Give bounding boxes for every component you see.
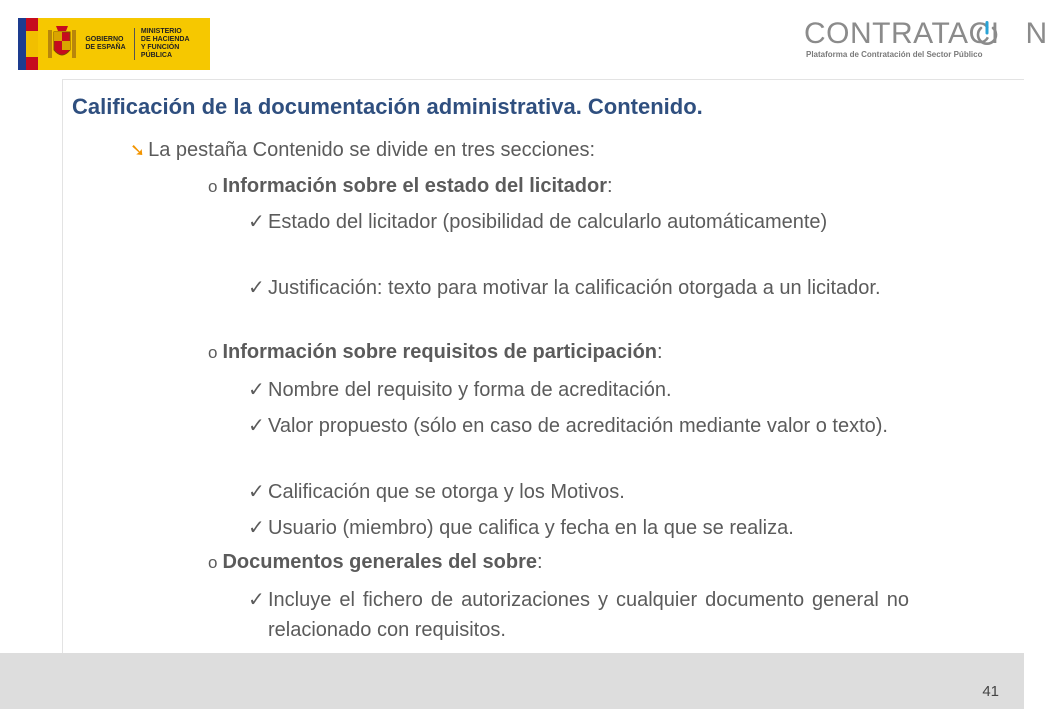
left-divider bbox=[62, 80, 63, 653]
page-number: 41 bbox=[982, 683, 999, 700]
checkmark-icon: ✓ bbox=[248, 517, 265, 539]
intro-line bbox=[130, 139, 595, 162]
checkmark-icon: ✓ bbox=[248, 379, 265, 401]
platform-subtitle: Plataforma de Contratación del Sector Público bbox=[806, 50, 983, 59]
intro-text: La pestaña Contenido se divide en tres secciones: bbox=[148, 139, 596, 161]
list-item: ✓ Incluye el fichero de autorizaciones y cualquier documento general no relacionado con requisitos. bbox=[248, 585, 909, 645]
platform-name: CONTRATACI N bbox=[804, 17, 1048, 50]
coat-of-arms-icon bbox=[45, 24, 79, 64]
power-icon bbox=[974, 21, 1000, 47]
circle-bullet-icon: o bbox=[208, 343, 218, 362]
section-heading: o Información sobre requisitos de participación: bbox=[208, 341, 663, 363]
checkmark-icon: ✓ bbox=[248, 211, 265, 233]
section-heading: o Información sobre el estado del licitador: bbox=[208, 175, 613, 197]
checkmark-icon: ✓ bbox=[248, 481, 265, 503]
section-heading: o Documentos generales del sobre: bbox=[208, 551, 543, 573]
circle-bullet-icon: o bbox=[208, 553, 218, 572]
checkmark-icon: ✓ bbox=[248, 277, 265, 299]
government-name: GOBIERNO DE ESPAÑA bbox=[85, 36, 126, 51]
list-item: ✓ Calificación que se otorga y los Motivos. bbox=[248, 477, 909, 507]
eu-spain-flag-icon bbox=[18, 18, 37, 70]
circle-bullet-icon: o bbox=[208, 177, 218, 196]
header bbox=[0, 0, 1048, 80]
slide-title: Calificación de la documentación administrativa. Contenido. bbox=[72, 94, 703, 119]
ministry-name: MINISTERIO DE HACIENDA Y FUNCIÓN PÚBLICA bbox=[134, 28, 210, 60]
header-divider bbox=[62, 79, 1024, 80]
platform-logo bbox=[804, 17, 1048, 62]
list-item: ✓ Justificación: texto para motivar la calificación otorgada a un licitador. bbox=[248, 273, 909, 303]
footer bbox=[0, 653, 1024, 709]
list-item: ✓ Valor propuesto (sólo en caso de acreditación mediante valor o texto). bbox=[248, 411, 909, 441]
checkmark-icon: ✓ bbox=[248, 589, 265, 611]
list-item: ✓ Usuario (miembro) que califica y fecha en la que se realiza. bbox=[248, 513, 909, 543]
list-item: ✓ Estado del licitador (posibilidad de calcularlo automáticamente) bbox=[248, 207, 909, 237]
list-item: ✓ Nombre del requisito y forma de acreditación. bbox=[248, 375, 909, 405]
arrow-bullet-icon: ➘ bbox=[130, 140, 146, 160]
checkmark-icon: ✓ bbox=[248, 415, 265, 437]
government-logo bbox=[18, 18, 210, 70]
